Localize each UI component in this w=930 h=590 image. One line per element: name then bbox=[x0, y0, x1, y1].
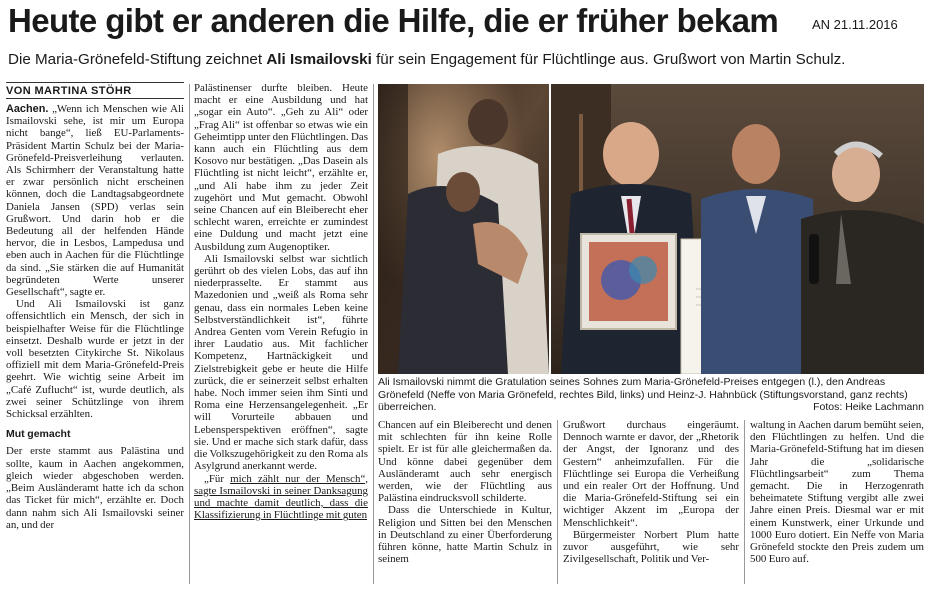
dateline: Aachen. bbox=[6, 103, 49, 115]
author-line: VON MARTINA STÖHR bbox=[6, 82, 184, 99]
col1-paragraph-1-text: „Wenn ich Menschen wie Ali Ismailovski sehe, ist mir um Europa nicht bange“, ließ EU-Parlaments-Präsident Martin Schulz bei der Maria-Grönefeld-Preisverleihung verlauten. Als Schirmherr der Veranstaltung hatte er zwar persönlich nicht erscheinen können, doch die Landtagsabgeordnete Daniela Jansen (SPD) verlas sein Grußwort. Und darin hob er die Bedeutung all der helfenden Hände hervor, die in Lesbos, Lampedusa und eben auch in Aachen für die Flüchtlinge da sind. „Sie stärken die auf Humanität begründeten Werte unserer Gesellschaft“, sagte er. bbox=[6, 103, 184, 299]
col1-paragraph-2: Und Ali Ismailovski ist ganz offensichtlich ein Mensch, der sich in beispielhafter Weise für die Flüchtlinge einsetzt. Deshalb wurde er jetzt in der voll besetzten Citykirche St. Nikolaus offiziell mit dem Maria-Grönefeld-Preis geehrt. Wie wichtig seine Arbeit im „Café Zuflucht“ ist, wurde deutlich, als zwei seiner Schützlinge von ihrem Schicksal erzählten. bbox=[6, 298, 184, 421]
headline: Heute gibt er anderen die Hilfe, die er früher bekam bbox=[8, 2, 779, 39]
col3-paragraph-2: Dass die Unterschiede in Kultur, Religion und Sitten bei den Menschen in Deutschland zu einer Überforderung führen könne, hatte Martin Schulz in seinem bbox=[378, 504, 552, 566]
col5-paragraph-1: waltung in Aachen darum bemüht seien, den Flüchtlingen zu helfen. Und die Maria-Grönefeld-Stiftung hat im diesen Jahr die „solidarische Flüchtlingsarbeit“ zum Thema gemacht. Die in Herzogenrath beheimatete Stiftung vergibt alle zwei Jahre einen Preis. Diesmal war er mit einem Kunstwerk, einer Urkunde und 1000 Euro dotiert. Ein Neffe von Maria Grönefeld stockte den Preis zudem um 500 Euro auf. bbox=[750, 419, 924, 566]
subhead-after: für sein Engagement für Flüchtlinge aus. Grußwort von Martin Schulz. bbox=[371, 51, 846, 68]
column-divider bbox=[373, 84, 374, 584]
section-subheading: Mut gemacht bbox=[6, 428, 71, 441]
col2-paragraph-1: Palästinenser durfte bleiben. Heute macht er eine Ausbildung und hat „sogar ein Auto“. „Geh zu Ali“ oder „Frag Ali“ ist offenbar so etwas wie ein Geheimtipp unter den Flüchtlingen. Das kann auch ein Flüchtling aus dem Kosovo nur bestätigen. „Das Dasein als Flüchtling ist nicht leicht“, erzählte er, „und Ali habe ihm zu jeder Zeit zugehört und Mut gemacht. Obwohl seine Chancen auf ein Bleiberecht eher schlecht waren, erreichte er zumindest eine Duldung und macht jetzt eine Ausbildung zum Augenoptiker. bbox=[194, 82, 368, 253]
source-date: AN 21.11.2016 bbox=[812, 17, 898, 32]
column-divider bbox=[557, 420, 558, 584]
col3-paragraph-1: Chancen auf ein Bleiberecht und denen mit schlechten für ihn keine Rolle spielt. Er ist für alle gleichermaßen da. Und könne dabei gegenüber dem Ausländeramt auch sehr energisch werden, wie der Flüchtling aus Palästina eindrucksvoll schilderte. bbox=[378, 419, 552, 505]
subheadline bbox=[8, 50, 923, 70]
article-column-3 bbox=[378, 419, 552, 565]
photo-caption bbox=[378, 376, 924, 414]
subhead-name: Ali Ismailovski bbox=[266, 51, 372, 68]
article-column-5 bbox=[750, 419, 924, 565]
caption-text: Ali Ismailovski nimmt die Gratulation seines Sohnes zum Maria-Grönefeld-Preises entgegen (l.), den Andreas Grönefeld (Neffe von Maria Grönefeld, rechtes Bild, links) und Heinz-J. Hahnbück (Stiftungsvorstand, ganz rechts) überreichen. bbox=[378, 376, 908, 413]
subhead-before: Die Maria-Grönefeld-Stiftung zeichnet bbox=[8, 51, 267, 68]
article-column-2 bbox=[194, 82, 368, 521]
photo-right bbox=[551, 84, 924, 374]
col2-underlined-quote: mich zählt nur der Mensch“, sagte Ismailovski in seiner Danksagung und machte damit deutlich, dass die Klassifizierung in Flüchtlinge mit guten bbox=[194, 472, 368, 522]
col1-paragraph-3: Der erste stammt aus Palästina und sollte, kaum in Aachen angekommen, gleich wieder abgeschoben werden. „Beim Ausländeramt hatte ich da schon das Ticket für mich“, erzählte er. Doch dann nahm sich Ali Ismailovski seiner an, und der bbox=[6, 445, 184, 531]
col2-paragraph-3-start: „Für bbox=[204, 472, 231, 485]
col4-paragraph-1: Grußwort durchaus eingeräumt. Dennoch warnte er davor, der „Rhetorik der Angst, der Ignoranz und des Gestern“ anheimzufallen. Für die Flüchtlinge sei Europa die Verheißung und ein realer Ort der Hoffnung. Und die Maria-Grönefeld-Stiftung sei ein wichtiger Akzent im „Europa der Menschlichkeit“. bbox=[563, 419, 739, 529]
col1-paragraph-1 bbox=[6, 103, 184, 298]
photo-left bbox=[378, 84, 549, 374]
article-column-1 bbox=[6, 103, 184, 531]
col2-paragraph-3 bbox=[194, 473, 368, 522]
photo-credit: Fotos: Heike Lachmann bbox=[813, 401, 924, 413]
col4-paragraph-2: Bürgermeister Norbert Plum hatte zuvor ausgeführt, wie sehr Zivilgesellschaft, Politik und Ver- bbox=[563, 528, 739, 566]
column-divider bbox=[189, 84, 190, 584]
column-divider bbox=[744, 420, 745, 584]
col2-paragraph-2: Ali Ismailovski selbst war sichtlich gerührt ob des vielen Lobs, das auf ihn niederprasselte. Er stammt aus Mazedonien und „weiß als Roma sehr genau, dass ein normales Leben keine Selbstverständlichkeit ist“, führte Andrea Genten vom Verein Refugio in ihrer Laudatio aus. Mit fachlicher Kompetenz, Hartnäckigkeit und Zielstrebigkeit gebe er heute die Hilfe zurück, die er seinerzeit selbst erhalten habe. Noch immer seien ihm Sinti und Roma eine Herzensangelegenheit. „Er will Vorurteile abbauen und Lebensperspektiven eröffnen“, sagte sie. Und er mache sich stark dafür, dass die Volkszugehörigkeit zu den Roma als Asylgrund anerkannt werde. bbox=[194, 252, 368, 473]
article-column-4 bbox=[563, 419, 739, 565]
